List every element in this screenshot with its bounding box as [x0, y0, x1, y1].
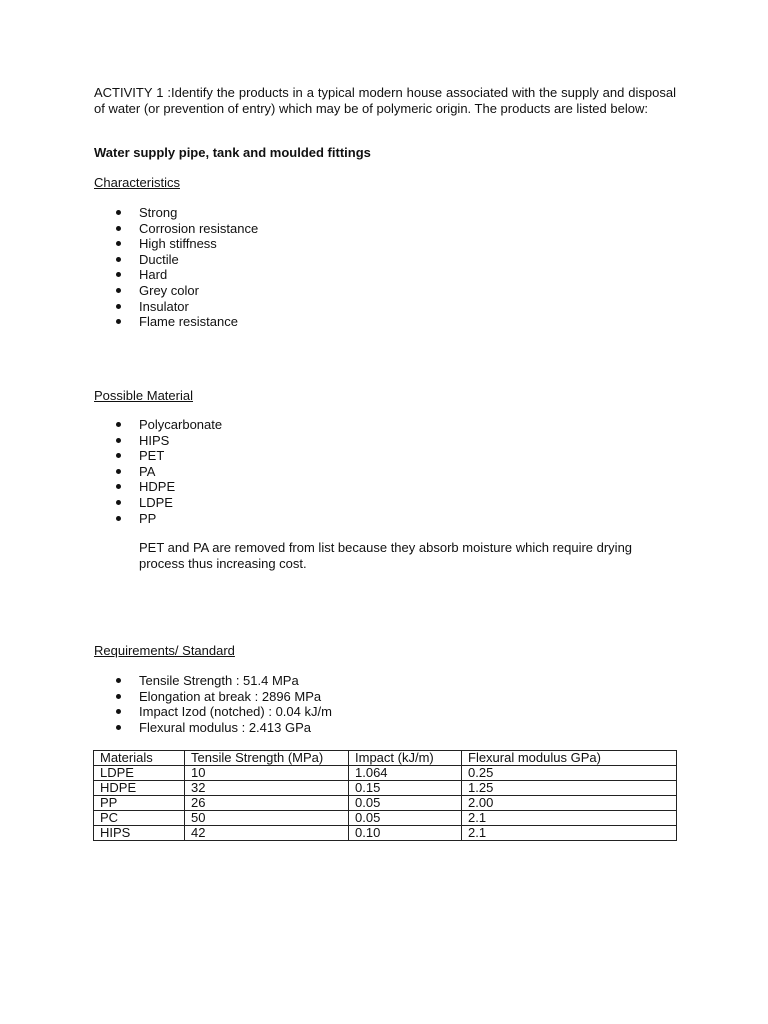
bullet-icon — [116, 469, 121, 474]
bullet-icon — [116, 304, 121, 309]
list-item: PET — [94, 448, 676, 464]
materials-table — [93, 750, 677, 841]
possible-material-heading: Possible Material — [94, 388, 193, 403]
bullet-icon — [116, 694, 121, 699]
table-row — [94, 826, 677, 841]
list-item: Elongation at break : 2896 MPa — [94, 689, 676, 705]
table-cell: 2.1 — [462, 811, 677, 826]
table-row — [94, 796, 677, 811]
requirements-list — [94, 673, 676, 735]
bullet-icon — [116, 516, 121, 521]
table-row — [94, 781, 677, 796]
table-cell: 50 — [185, 811, 349, 826]
table-cell: 26 — [185, 796, 349, 811]
bullet-icon — [116, 678, 121, 683]
characteristics-list-container — [94, 205, 676, 330]
product-heading: Water supply pipe, tank and moulded fittings — [94, 145, 371, 160]
requirements-heading: Requirements/ Standard — [94, 643, 235, 658]
bullet-icon — [116, 210, 121, 215]
list-item: Impact Izod (notched) : 0.04 kJ/m — [94, 704, 676, 720]
list-item: Insulator — [94, 299, 676, 315]
list-item: Grey color — [94, 283, 676, 299]
table-cell: 0.05 — [349, 796, 462, 811]
table-cell: 1.064 — [349, 766, 462, 781]
bullet-icon — [116, 226, 121, 231]
bullet-icon — [116, 319, 121, 324]
list-item: Ductile — [94, 252, 676, 268]
list-item: LDPE — [94, 495, 676, 511]
removal-note: PET and PA are removed from list because they absorb moisture which require drying process thus increasing cost. — [139, 540, 633, 571]
table-cell: 10 — [185, 766, 349, 781]
bullet-icon — [116, 422, 121, 427]
table-cell: HDPE — [94, 781, 185, 796]
bullet-icon — [116, 453, 121, 458]
list-item: Corrosion resistance — [94, 221, 676, 237]
table-header-cell: Tensile Strength (MPa) — [185, 751, 349, 766]
possible-material-list — [94, 417, 676, 526]
table-header-cell: Impact (kJ/m) — [349, 751, 462, 766]
bullet-icon — [116, 288, 121, 293]
bullet-icon — [116, 438, 121, 443]
requirements-list-container — [94, 673, 676, 735]
table-cell: 1.25 — [462, 781, 677, 796]
table-cell: PC — [94, 811, 185, 826]
list-item: High stiffness — [94, 236, 676, 252]
table-header-cell: Materials — [94, 751, 185, 766]
list-item: PP — [94, 511, 676, 527]
table-cell: HIPS — [94, 826, 185, 841]
table-cell: 0.05 — [349, 811, 462, 826]
table-header-cell: Flexural modulus GPa) — [462, 751, 677, 766]
list-item: HDPE — [94, 479, 676, 495]
bullet-icon — [116, 484, 121, 489]
table-cell: 0.10 — [349, 826, 462, 841]
list-item: PA — [94, 464, 676, 480]
table-row — [94, 766, 677, 781]
bullet-icon — [116, 272, 121, 277]
table-cell: 0.25 — [462, 766, 677, 781]
bullet-icon — [116, 500, 121, 505]
list-item: HIPS — [94, 433, 676, 449]
list-item: Strong — [94, 205, 676, 221]
table-cell: 0.15 — [349, 781, 462, 796]
bullet-icon — [116, 725, 121, 730]
list-item: Polycarbonate — [94, 417, 676, 433]
table-cell: 42 — [185, 826, 349, 841]
bullet-icon — [116, 241, 121, 246]
table-cell: LDPE — [94, 766, 185, 781]
list-item: Tensile Strength : 51.4 MPa — [94, 673, 676, 689]
table-cell: 2.00 — [462, 796, 677, 811]
table-header-row — [94, 751, 677, 766]
table-row — [94, 811, 677, 826]
bullet-icon — [116, 257, 121, 262]
characteristics-list — [94, 205, 676, 330]
characteristics-heading: Characteristics — [94, 175, 180, 190]
table-cell: PP — [94, 796, 185, 811]
list-item: Flexural modulus : 2.413 GPa — [94, 720, 676, 736]
list-item: Hard — [94, 267, 676, 283]
bullet-icon — [116, 709, 121, 714]
table-cell: 32 — [185, 781, 349, 796]
possible-material-list-container — [94, 417, 676, 526]
list-item: Flame resistance — [94, 314, 676, 330]
intro-paragraph: ACTIVITY 1 :Identify the products in a typical modern house associated with the supply and disposal of water (or prevention of entry) which may be of polymeric origin. The products are listed below: — [94, 85, 676, 116]
table-cell: 2.1 — [462, 826, 677, 841]
